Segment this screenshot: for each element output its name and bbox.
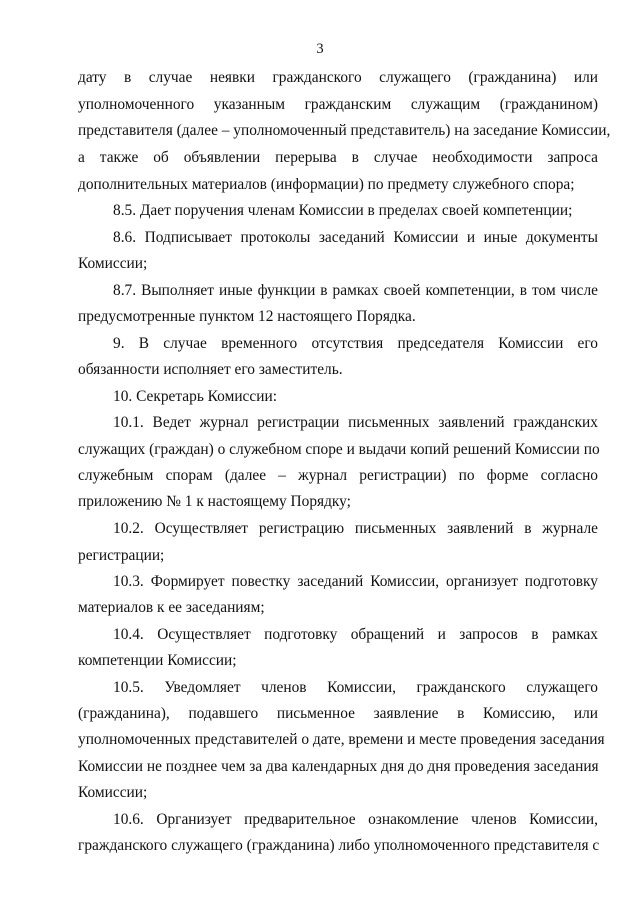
- text-line: 10.6. Организует предварительное ознакомление членов Комиссии,: [113, 811, 598, 828]
- text-line: регистрации;: [78, 547, 165, 564]
- text-line: компетенции Комиссии;: [78, 652, 237, 669]
- text-line: материалов к ее заседаниям;: [78, 599, 265, 616]
- text-line: дополнительных материалов (информации) по предмету служебного спора;: [78, 176, 575, 193]
- page-number: 3: [316, 41, 324, 57]
- text-line: 10. Секретарь Комиссии:: [113, 388, 277, 405]
- text-line: а также об объявлении перерыва в случае необходимости запроса: [78, 149, 598, 166]
- text-line: 10.1. Ведет журнал регистрации письменных заявлений гражданских: [113, 414, 598, 431]
- text-line: Комиссии не позднее чем за два календарных дня до дня проведения заседания: [78, 758, 599, 775]
- text-line: 8.5. Дает поручения членам Комиссии в пределах своей компетенции;: [113, 202, 573, 219]
- text-line: обязанности исполняет его заместитель.: [78, 361, 343, 378]
- text-line: служебным спорам (далее – журнал регистрации) по форме согласно: [78, 467, 598, 484]
- text-line: гражданского служащего (гражданина) либо уполномоченного представителя с: [78, 837, 600, 854]
- text-line: 10.3. Формирует повестку заседаний Комиссии, организует подготовку: [113, 573, 598, 590]
- text-line: 8.7. Выполняет иные функции в рамках своей компетенции, в том числе: [113, 282, 598, 299]
- text-line: 9. В случае временного отсутствия председателя Комиссии его: [113, 335, 598, 352]
- text-line: Комиссии;: [78, 255, 148, 272]
- text-line: 10.2. Осуществляет регистрацию письменных заявлений в журнале: [113, 520, 598, 537]
- text-line: (гражданина), подавшего письменное заявление в Комиссию, или: [78, 705, 598, 722]
- text-line: уполномоченного указанным гражданским служащим (гражданином): [78, 96, 598, 113]
- text-line: служащих (граждан) о служебном споре и выдачи копий решений Комиссии по: [78, 441, 600, 458]
- text-line: предусмотренные пунктом 12 настоящего Порядка.: [78, 308, 416, 325]
- text-line: представителя (далее – уполномоченный представитель) на заседание Комиссии,: [78, 122, 611, 139]
- text-line: уполномоченных представителей о дате, времени и месте проведения заседания: [78, 731, 605, 748]
- text-line: дату в случае неявки гражданского служащего (гражданина) или: [78, 69, 598, 86]
- text-line: приложению № 1 к настоящему Порядку;: [78, 493, 351, 510]
- text-line: Комиссии;: [78, 784, 148, 801]
- text-line: 10.4. Осуществляет подготовку обращений и запросов в рамках: [113, 626, 598, 643]
- text-line: 8.6. Подписывает протоколы заседаний Комиссии и иные документы: [113, 229, 598, 246]
- text-line: 10.5. Уведомляет членов Комиссии, гражданского служащего: [113, 679, 598, 696]
